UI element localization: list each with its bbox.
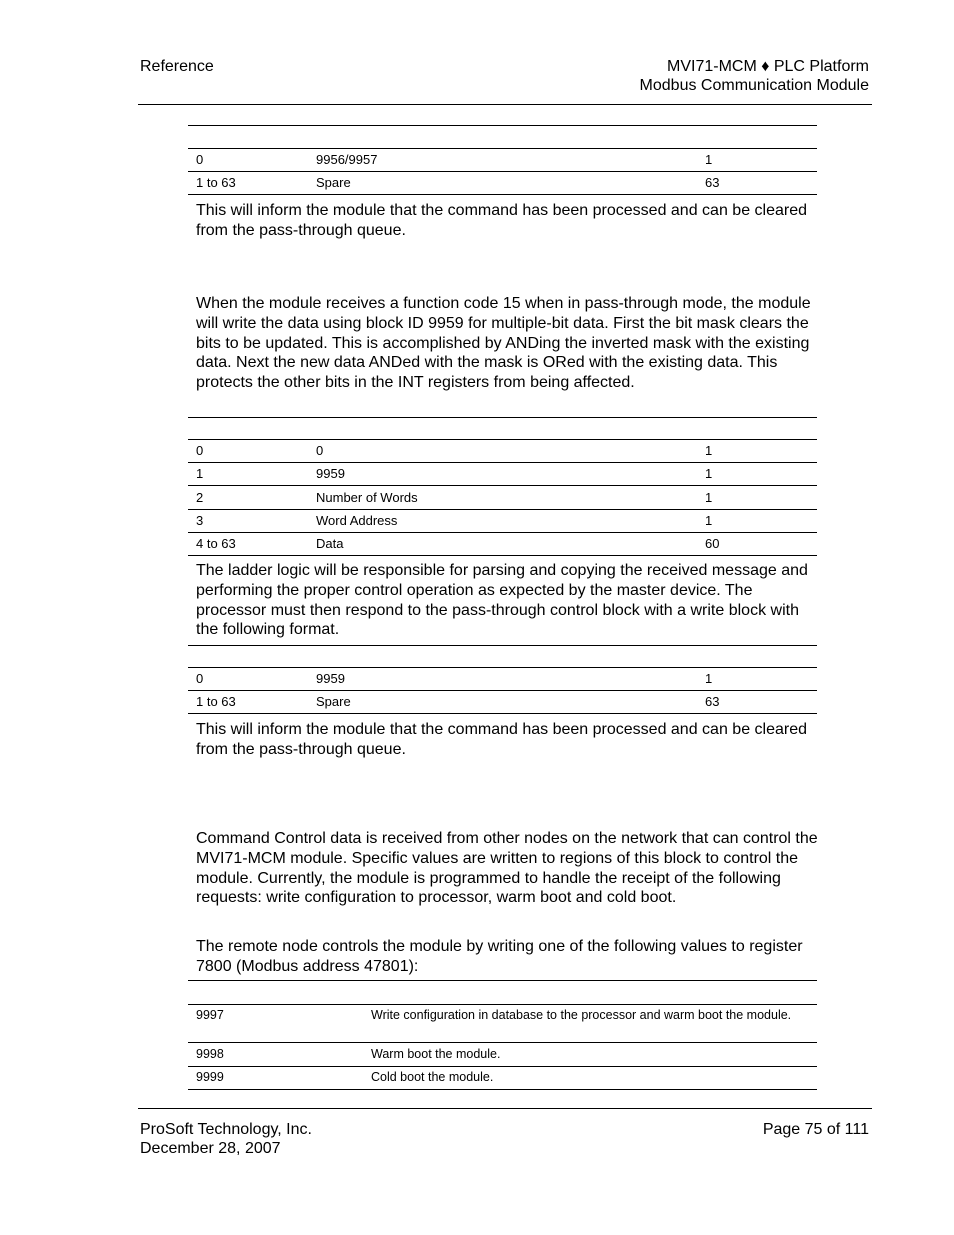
table-cell: 0 [196,671,204,686]
table-row-rule [188,1066,817,1067]
table-cell: 0 [316,443,324,458]
header-left: Reference [140,58,214,75]
header-rule [138,104,872,105]
table-row-rule [188,532,817,533]
table-cell: Number of Words [316,490,418,505]
table-bottom-rule [188,194,817,195]
table-bottom-rule [188,713,817,714]
paragraph-remote-node: The remote node controls the module by writing one of the following values to register 7800 (Modbus address 47801): [196,938,803,975]
table-cell: Warm boot the module. [371,1047,501,1061]
table-cell: 1 [705,513,713,528]
table-cell: 9959 [316,671,345,686]
table-cell: 1 [705,443,713,458]
table-top-rule [188,125,817,126]
table-row-rule [188,462,817,463]
table-cell: 1 [196,466,204,481]
table-row-rule [188,1042,817,1043]
footer-page-number: Page 75 of 111 [762,1121,869,1138]
table-row-rule [188,171,817,172]
paragraph-pass-through-cleared-2: This will inform the module that the command has been processed and can be cleared from the pass-through queue. [196,721,808,758]
paragraph-pass-through-cleared: This will inform the module that the command has been processed and can be cleared from the pass-through queue. [196,202,808,239]
table-header-rule [188,1004,817,1005]
table-cell: 9997 [196,1008,224,1022]
table-bottom-rule [188,1089,817,1090]
table-header-rule [188,439,817,440]
table-cell: 9959 [316,466,345,481]
table-cell: 63 [705,175,720,190]
table-row-rule [188,509,817,510]
table-cell: 1 [705,671,713,686]
table-cell: 1 to 63 [196,175,236,190]
footer-company: ProSoft Technology, Inc. [140,1121,312,1138]
table-header-rule [188,148,817,149]
table-cell: 1 [705,490,713,505]
header-right-title: MVI71-MCM ♦ PLC Platform [667,58,869,75]
table-cell: 9999 [196,1070,224,1084]
paragraph-command-control: Command Control data is received from other nodes on the network that can control the MVI71-MCM module. Specific values are written to regions of this block to control the module. Currently, the module is programmed to handle the receipt of the following requests: write configuration to processor, warm boot and cold boot. [196,830,818,907]
table-cell: 63 [705,694,720,709]
table-cell: Write configuration in database to the processor and warm boot the module. [371,1008,792,1022]
table-cell: 3 [196,513,204,528]
table-cell: 1 [705,466,713,481]
table-row-rule [188,485,817,486]
table-cell: 4 to 63 [196,536,236,551]
table-cell: 0 [196,443,204,458]
table-top-rule [188,645,817,646]
table-top-rule [188,980,817,981]
table-cell: 1 to 63 [196,694,236,709]
table-cell: 9998 [196,1047,224,1061]
footer-rule [138,1108,872,1109]
table-header-rule [188,667,817,668]
table-cell: 9956/9957 [316,152,378,167]
table-cell: Word Address [316,513,398,528]
footer-date: December 28, 2007 [140,1140,281,1157]
table-row-rule [188,690,817,691]
table-cell: 2 [196,490,204,505]
header-right-subtitle: Modbus Communication Module [639,77,869,94]
table-cell: Spare [316,694,351,709]
table-cell: Spare [316,175,351,190]
table-cell: 1 [705,152,713,167]
table-cell: 60 [705,536,720,551]
table-cell: 0 [196,152,204,167]
table-top-rule [188,417,817,418]
table-cell: Cold boot the module. [371,1070,494,1084]
paragraph-function-code-15: When the module receives a function code 15 when in pass-through mode, the module will write the data using block ID 9959 for multiple-bit data. First the bit mask clears the bits to be updated. This is accomplished by ANDing the inverted mask with the existing data. Next the new data ANDed with the mask is ORed with the existing data. This protects the other bits in the INT registers from being affected. [196,295,811,392]
table-bottom-rule [188,555,817,556]
paragraph-ladder-logic: The ladder logic will be responsible for parsing and copying the received message and performing the proper control operation as expected by the master device. The processor must then respond to the pass-through control block with a write block with the following format. [196,562,808,639]
table-cell: Data [316,536,344,551]
